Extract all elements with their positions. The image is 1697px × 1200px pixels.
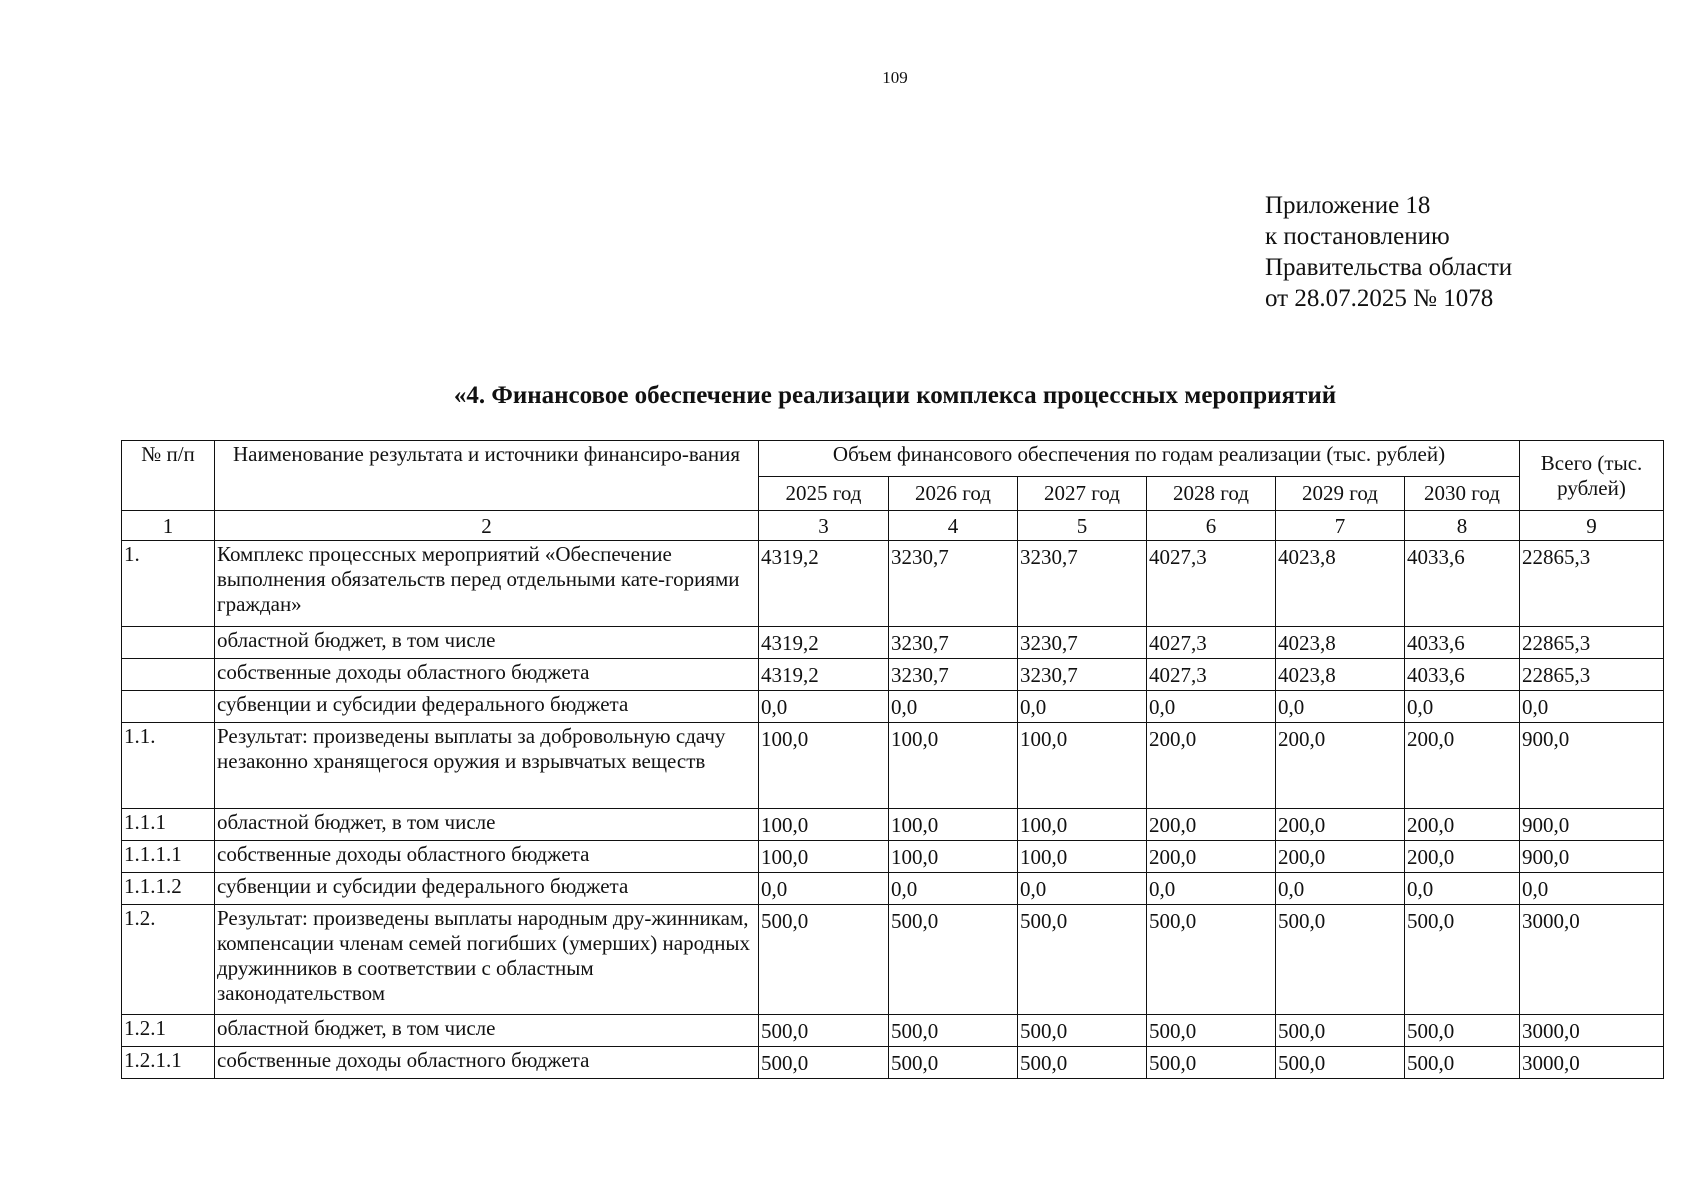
row-value: 200,0 (1147, 723, 1276, 809)
table-row (122, 841, 1664, 873)
table-row (122, 905, 1664, 1015)
row-total: 3000,0 (1520, 905, 1664, 1015)
financing-table (121, 440, 1664, 1079)
row-name: субвенции и субсидии федерального бюджета (215, 691, 759, 723)
row-value: 100,0 (759, 841, 889, 873)
header-year: 2029 год (1276, 477, 1405, 511)
row-total: 0,0 (1520, 691, 1664, 723)
row-total: 900,0 (1520, 809, 1664, 841)
row-value: 0,0 (1405, 873, 1520, 905)
header-name: Наименование результата и источники финансиро-вания (215, 441, 759, 511)
row-value: 0,0 (889, 873, 1018, 905)
row-index (122, 659, 215, 691)
row-total: 0,0 (1520, 873, 1664, 905)
row-value: 500,0 (1147, 1015, 1276, 1047)
row-index: 1. (122, 541, 215, 627)
row-value: 200,0 (1147, 809, 1276, 841)
row-value: 200,0 (1405, 809, 1520, 841)
row-total: 3000,0 (1520, 1015, 1664, 1047)
row-value: 0,0 (1405, 691, 1520, 723)
row-value: 500,0 (889, 905, 1018, 1015)
row-value: 100,0 (1018, 809, 1147, 841)
row-total: 3000,0 (1520, 1047, 1664, 1079)
table-row (122, 1047, 1664, 1079)
row-value: 0,0 (1018, 873, 1147, 905)
appendix-line: Приложение 18 (1265, 192, 1431, 219)
row-value: 100,0 (889, 809, 1018, 841)
header-year: 2027 год (1018, 477, 1147, 511)
row-index: 1.2.1.1 (122, 1047, 215, 1079)
row-value: 500,0 (1147, 905, 1276, 1015)
row-total: 900,0 (1520, 841, 1664, 873)
header-volume: Объем финансового обеспечения по годам реализации (тыс. рублей) (759, 441, 1520, 477)
row-name: Результат: произведены выплаты народным дру-жинникам, компенсации членам семей погибших (умерших) народных дружинников в соответствии с областным законодательством (215, 905, 759, 1015)
row-value: 100,0 (1018, 723, 1147, 809)
row-value: 500,0 (1276, 1047, 1405, 1079)
row-value: 4033,6 (1405, 627, 1520, 659)
table-row (122, 627, 1664, 659)
table-row (122, 691, 1664, 723)
row-value: 3230,7 (889, 627, 1018, 659)
row-value: 500,0 (759, 905, 889, 1015)
row-value: 200,0 (1405, 723, 1520, 809)
page-number: 109 (882, 68, 908, 87)
row-name: областной бюджет, в том числе (215, 809, 759, 841)
row-value: 0,0 (1147, 691, 1276, 723)
row-value: 4023,8 (1276, 627, 1405, 659)
row-name: Комплекс процессных мероприятий «Обеспечение выполнения обязательств перед отдельными кате-гориями граждан» (215, 541, 759, 627)
row-value: 0,0 (889, 691, 1018, 723)
column-number: 2 (215, 511, 759, 541)
column-number: 3 (759, 511, 889, 541)
column-number: 4 (889, 511, 1018, 541)
row-value: 4033,6 (1405, 541, 1520, 627)
row-value: 200,0 (1276, 723, 1405, 809)
appendix-block (1265, 190, 1512, 314)
row-name: субвенции и субсидии федерального бюджета (215, 873, 759, 905)
row-value: 0,0 (1276, 873, 1405, 905)
row-value: 500,0 (759, 1047, 889, 1079)
row-total: 22865,3 (1520, 541, 1664, 627)
header-total: Всего (тыс. рублей) (1520, 441, 1664, 511)
row-value: 4319,2 (759, 659, 889, 691)
row-name: собственные доходы областного бюджета (215, 1047, 759, 1079)
header-year: 2025 год (759, 477, 889, 511)
row-value: 0,0 (759, 691, 889, 723)
row-index: 1.2. (122, 905, 215, 1015)
table-row (122, 723, 1664, 809)
document-title: «4. Финансовое обеспечение реализации комплекса процессных мероприятий (453, 382, 1337, 409)
row-value: 0,0 (1276, 691, 1405, 723)
row-value: 500,0 (1018, 1015, 1147, 1047)
table-row (122, 659, 1664, 691)
appendix-line: к постановлению (1265, 223, 1450, 250)
column-number: 1 (122, 511, 215, 541)
column-number: 7 (1276, 511, 1405, 541)
table-row (122, 541, 1664, 627)
column-number: 5 (1018, 511, 1147, 541)
row-name: областной бюджет, в том числе (215, 627, 759, 659)
row-value: 3230,7 (889, 541, 1018, 627)
row-index: 1.1.1.2 (122, 873, 215, 905)
row-index: 1.2.1 (122, 1015, 215, 1047)
appendix-line: от 28.07.2025 № 1078 (1265, 285, 1494, 312)
row-value: 200,0 (1276, 841, 1405, 873)
column-number: 8 (1405, 511, 1520, 541)
row-value: 500,0 (889, 1015, 1018, 1047)
row-value: 100,0 (759, 723, 889, 809)
row-value: 100,0 (889, 841, 1018, 873)
row-value: 4023,8 (1276, 659, 1405, 691)
row-value: 500,0 (1405, 905, 1520, 1015)
row-value: 500,0 (1018, 905, 1147, 1015)
table-row (122, 873, 1664, 905)
row-total: 22865,3 (1520, 659, 1664, 691)
row-name: областной бюджет, в том числе (215, 1015, 759, 1047)
column-number: 6 (1147, 511, 1276, 541)
table-row (122, 809, 1664, 841)
row-index (122, 627, 215, 659)
row-value: 4033,6 (1405, 659, 1520, 691)
row-index: 1.1.1 (122, 809, 215, 841)
row-total: 22865,3 (1520, 627, 1664, 659)
row-value: 0,0 (759, 873, 889, 905)
row-value: 500,0 (1276, 905, 1405, 1015)
row-total: 900,0 (1520, 723, 1664, 809)
row-value: 4027,3 (1147, 659, 1276, 691)
row-value: 0,0 (1018, 691, 1147, 723)
row-value: 500,0 (1018, 1047, 1147, 1079)
row-value: 0,0 (1147, 873, 1276, 905)
row-value: 4027,3 (1147, 541, 1276, 627)
row-value: 200,0 (1147, 841, 1276, 873)
row-value: 3230,7 (1018, 541, 1147, 627)
row-value: 4027,3 (1147, 627, 1276, 659)
row-index: 1.1. (122, 723, 215, 809)
row-name: Результат: произведены выплаты за добровольную сдачу незаконно хранящегося оружия и взрывчатых веществ (215, 723, 759, 809)
header-year: 2030 год (1405, 477, 1520, 511)
row-value: 3230,7 (889, 659, 1018, 691)
row-index (122, 691, 215, 723)
row-value: 500,0 (1147, 1047, 1276, 1079)
row-name: собственные доходы областного бюджета (215, 659, 759, 691)
row-value: 4319,2 (759, 627, 889, 659)
row-index: 1.1.1.1 (122, 841, 215, 873)
row-name: собственные доходы областного бюджета (215, 841, 759, 873)
row-value: 3230,7 (1018, 627, 1147, 659)
row-value: 500,0 (889, 1047, 1018, 1079)
column-number: 9 (1520, 511, 1664, 541)
row-value: 500,0 (759, 1015, 889, 1047)
row-value: 3230,7 (1018, 659, 1147, 691)
row-value: 100,0 (1018, 841, 1147, 873)
row-value: 100,0 (759, 809, 889, 841)
row-value: 100,0 (889, 723, 1018, 809)
row-value: 500,0 (1405, 1015, 1520, 1047)
row-value: 4319,2 (759, 541, 889, 627)
row-value: 4023,8 (1276, 541, 1405, 627)
header-year: 2026 год (889, 477, 1018, 511)
table-row (122, 1015, 1664, 1047)
row-value: 500,0 (1276, 1015, 1405, 1047)
header-year: 2028 год (1147, 477, 1276, 511)
header-num: № п/п (122, 441, 215, 511)
row-value: 200,0 (1405, 841, 1520, 873)
appendix-line: Правительства области (1265, 254, 1513, 281)
row-value: 500,0 (1405, 1047, 1520, 1079)
row-value: 200,0 (1276, 809, 1405, 841)
